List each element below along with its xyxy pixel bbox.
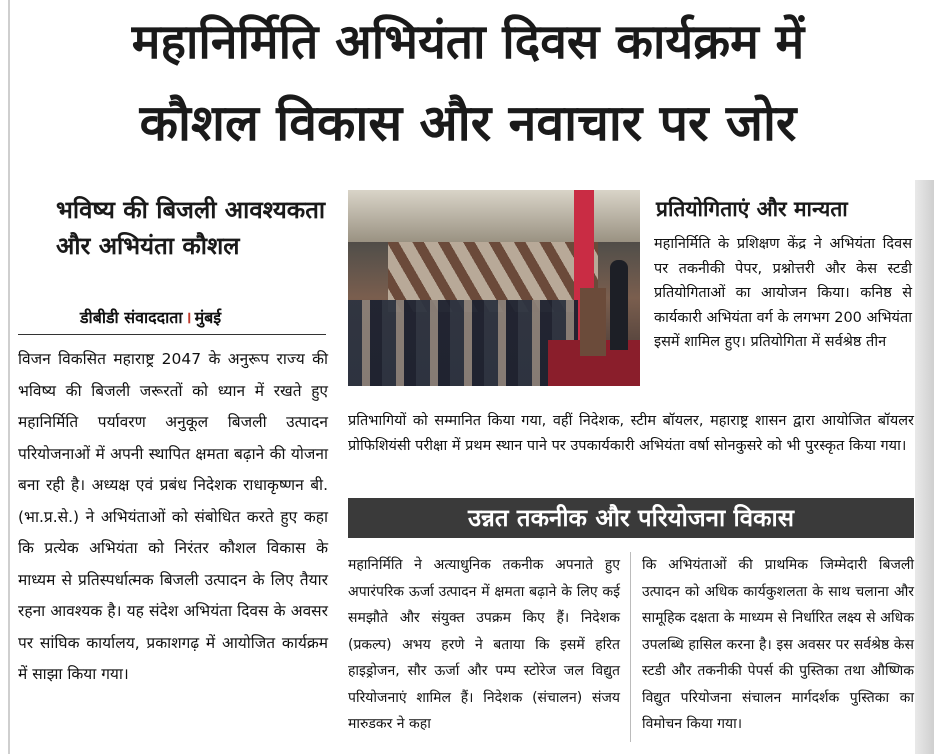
byline-divider [18, 334, 326, 335]
headline-line-1: महानिर्मिति अभियंता दिवस कार्यक्रम में [131, 14, 805, 70]
left-story-body: विजन विकसित महाराष्ट्र 2047 के अनुरूप राज्य की भविष्य की बिजली जरूरतों को ध्यान में रखते हुए महानिर्मिति पर्यावरण अनुकूल बिजली उत्पादन परियोजनाओं में अपनी स्थापित क्षमता बढ़ाने की योजना बना रही है। अध्यक्ष एवं प्रबंध निदेशक राधाकृष्णन बी. (भा.प्र.से.) ने अभियंताओं को संबोधित करते हुए कहा कि प्रत्येक अभियंता को निरंतर कौशल विकास के माध्यम से प्रतिस्पर्धात्मक बिजली उत्पादन के लिए तैयार रहना आवश्यक है। यह संदेश अभियंता दिवस के अवसर पर सांघिक कार्यालय, प्रकाशगढ़ में आयोजित कार्यक्रम में साझा किया गया। [18, 350, 328, 683]
competition-body-top: महानिर्मिति के प्रशिक्षण केंद्र ने अभियंता दिवस पर तकनीकी पेपर, प्रश्नोत्तरी और केस स्टडी प्रतियोगिताओं का आयोजन किया। कनिष्ठ से कार्यकारी अभियंता वर्ग के लगभग 200 अभियंता इसमें शामिल हुए। प्रतियोगिता में सर्वश्रेष्ठ तीन [654, 236, 912, 350]
event-photo [348, 190, 640, 386]
photo-podium [580, 288, 606, 356]
page-edge-rule [8, 0, 10, 754]
photo-audience [348, 300, 578, 386]
column-divider [630, 552, 631, 742]
competition-body-bottom: प्रतिभागियों को सम्मानित किया गया, वहीं निदेशक, स्टीम बॉयलर, महाराष्ट्र शासन द्वारा आयोजित बॉयलर प्रोफिशियंसी परीक्षा में प्रथम स्थान पाने पर उपकार्यकारी अभियंता वर्षा सोनकुसरे को भी पुरस्कृत किया गया। [348, 413, 914, 454]
competition-subheading: प्रतियोगिताएं और मान्यता [656, 197, 848, 221]
page-fold-shadow [915, 180, 934, 754]
byline-author: डीबीडी संवाददाता [80, 308, 183, 327]
technology-body-col-1: महानिर्मिति ने अत्याधुनिक तकनीक अपनाते हुए अपारंपरिक ऊर्जा उत्पादन में क्षमता बढ़ाने के लिए कई समझौते और संयुक्त उपक्रम किए हैं। निदेशक (प्रकल्प) अभय हरणे ने बताया कि इसमें हरित हाइड्रोजन, सौर ऊर्जा और पम्प स्टोरेज जल विद्युत परियोजनाएं शामिल हैं। निदेशक (संचालन) संजय मारुडकर ने कहा [348, 557, 620, 732]
byline [80, 307, 330, 329]
technology-banner: उन्नत तकनीक और परियोजना विकास [348, 498, 914, 538]
photo-speaker [610, 260, 628, 350]
byline-place: मुंबई [194, 308, 222, 327]
headline-line-2: कौशल विकास और नवाचार पर जोर [139, 94, 797, 152]
photo-ceiling [348, 190, 640, 242]
technology-body-col-2: कि अभियंताओं की प्राथमिक जिम्मेदारी बिजली उत्पादन को अधिक कार्यकुशलता के साथ चलाना और सामूहिक दक्षता के माध्यम से निर्धारित लक्ष्य से अधिक उपलब्धि हासिल करना है। इस अवसर पर सर्वश्रेष्ठ केस स्टडी और तकनीकी पेपर्स की पुस्तिका तथा औष्णिक विद्युत परियोजना संचालन मार्गदर्शक पुस्तिका का विमोचन किया गया। [642, 557, 914, 732]
left-story-subheading: भविष्य की बिजली आवश्यकता और अभियंता कौशल [56, 196, 326, 260]
byline-separator: । [185, 308, 192, 327]
